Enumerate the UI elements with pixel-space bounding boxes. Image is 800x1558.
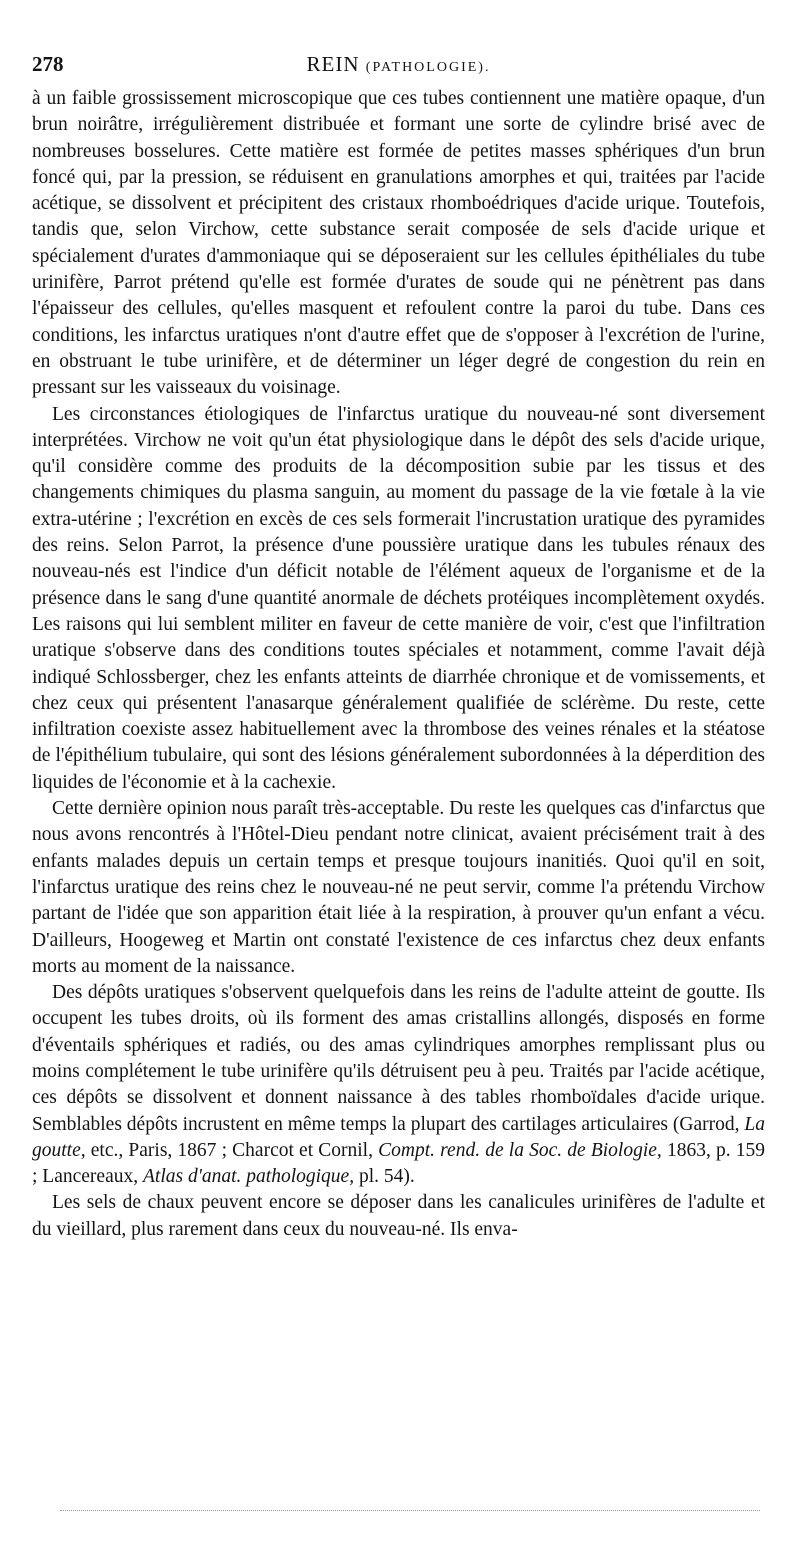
citation-text-1: etc., Paris, 1867 ; Charcot et Cornil, xyxy=(85,1139,379,1161)
paragraph-2: Les circonstances étiologiques de l'infarctus uratique du nouveau-né sont diversement interprétées. Virchow ne voit qu'un état physiologique dans le dépôt des sels d'acide urique, qu'il considère comme des produits de la décomposition subie par les tissus et des changements chimiques du plasma sanguin, au moment du passage de la vie fœtale à la vie extra-utérine ; l'excrétion en excès de ces sels formerait l'incrustation uratique des pyramides des reins. Selon Parrot, la présence d'une poussière uratique dans les tubules rénaux des nouveau-nés est l'indice d'un déficit notable de l'élément aqueux de l'organisme et de la présence dans le sang d'une quantité anormale de déchets protéiques incomplètement oxydés. Les raisons qui lui semblent militer en faveur de cette manière de voir, c'est que l'infiltration uratique s'observe dans des conditions toutes spéciales et notamment, comme l'avait déjà indiqué Schlossberger, chez les enfants atteints de diarrhée chronique et de vomissements, et chez ceux qui présentent l'anasarque généralement qualifiée de sclérème. Du reste, cette infiltration coexiste assez habituellement avec la thrombose des veines rénales et la stéatose de l'épithélium tubulaire, qui sont des lésions généralement subordonnées à la déperdition des liquides de l'économie et à la cachexie. xyxy=(32,403,765,793)
paragraph-4 xyxy=(32,980,765,1190)
citation-text-3: pl. 54). xyxy=(354,1166,415,1188)
citation-title-atlas: Atlas d'anat. pathologique, xyxy=(142,1166,355,1188)
page-body xyxy=(32,86,765,1243)
bleed-through-line xyxy=(60,1510,760,1513)
page-number: 278 xyxy=(32,52,64,76)
citation-title-goutte: La goutte, xyxy=(32,1113,765,1161)
citation-text-2: 1863, p. 159 ; Lancereaux, xyxy=(32,1139,766,1188)
running-title-sub: (PATHOLOGIE). xyxy=(365,60,491,75)
paragraph-4-text: Des dépôts uratiques s'observent quelquefois dans les reins de l'adulte atteint de goutte. Ils occupent les tubes droits, où ils forment des amas cristallins allongés, disposés en forme d'éventails sphériques et radiés, ou des amas cylindriques amorphes remplissant plus ou moins complétement le tube urinifère qu'ils détruisent peu à peu. Traités par l'acide acétique, ces dépôts se dissolvent et donnent naissance à des tables rhomboïdales d'acide urique. Semblables dépôts incrustent en même temps la plupart des cartilages articulaires (Garrod, xyxy=(32,982,765,1135)
citation-title-biologie: Compt. rend. de la Soc. de Biologie, xyxy=(378,1139,662,1161)
paragraph-1: à un faible grossissement microscopique que ces tubes contiennent une matière opaque, d'un brun noirâtre, irrégulièrement distribuée et formant une sorte de cylindre brisé avec de nombreuses bosselures. Cette matière est formée de petites masses sphériques d'un brun foncé qui, par la pression, se réduisent en granulations amorphes et qui, traitées par l'acide acétique, se dissolvent et précipitent des cristaux rhomboédriques d'acide urique. Toutefois, tandis que, selon Virchow, cette substance serait composée de sels d'acide urique et spécialement d'urates d'ammoniaque qui se déposeraient sur les cellules épithéliales du tube urinifère, Parrot prétend qu'elle est formée d'urates de soude qui ne pénètrent pas dans l'épaisseur des cellules, qu'elles masquent et refoulent contre la paroi du tube. Dans ces conditions, les infarctus uratiques n'ont d'autre effet que de s'opposer à l'excrétion de l'urine, en obstruant le tube urinifère, et de déterminer un léger degré de congestion du rein en pressant sur les vaisseaux du voisinage. xyxy=(32,88,765,399)
running-title xyxy=(32,52,765,77)
paragraph-5: Les sels de chaux peuvent encore se déposer dans les canalicules urinifères de l'adulte et du vieillard, plus rarement dans ceux du nouveau-né. Ils enva- xyxy=(32,1192,765,1240)
paragraph-3: Cette dernière opinion nous paraît très-acceptable. Du reste les quelques cas d'infarctus que nous avons rencontrés à l'Hôtel-Dieu pendant notre clinicat, avaient précisément trait à des enfants malades depuis un certain temps et presque toujours inanitiés. Quoi qu'il en soit, l'infarctus uratique des reins chez le nouveau-né ne peut servir, comme l'a prétendu Virchow partant de l'idée que son apparition était liée à la respiration, à prouver qu'un enfant a vécu. D'ailleurs, Hoogeweg et Martin ont constaté l'existence de ces infarctus chez deux enfants morts au moment de la naissance. xyxy=(32,798,765,977)
running-header xyxy=(32,52,765,84)
document-page xyxy=(32,52,765,1243)
running-title-main: REIN xyxy=(306,52,360,76)
